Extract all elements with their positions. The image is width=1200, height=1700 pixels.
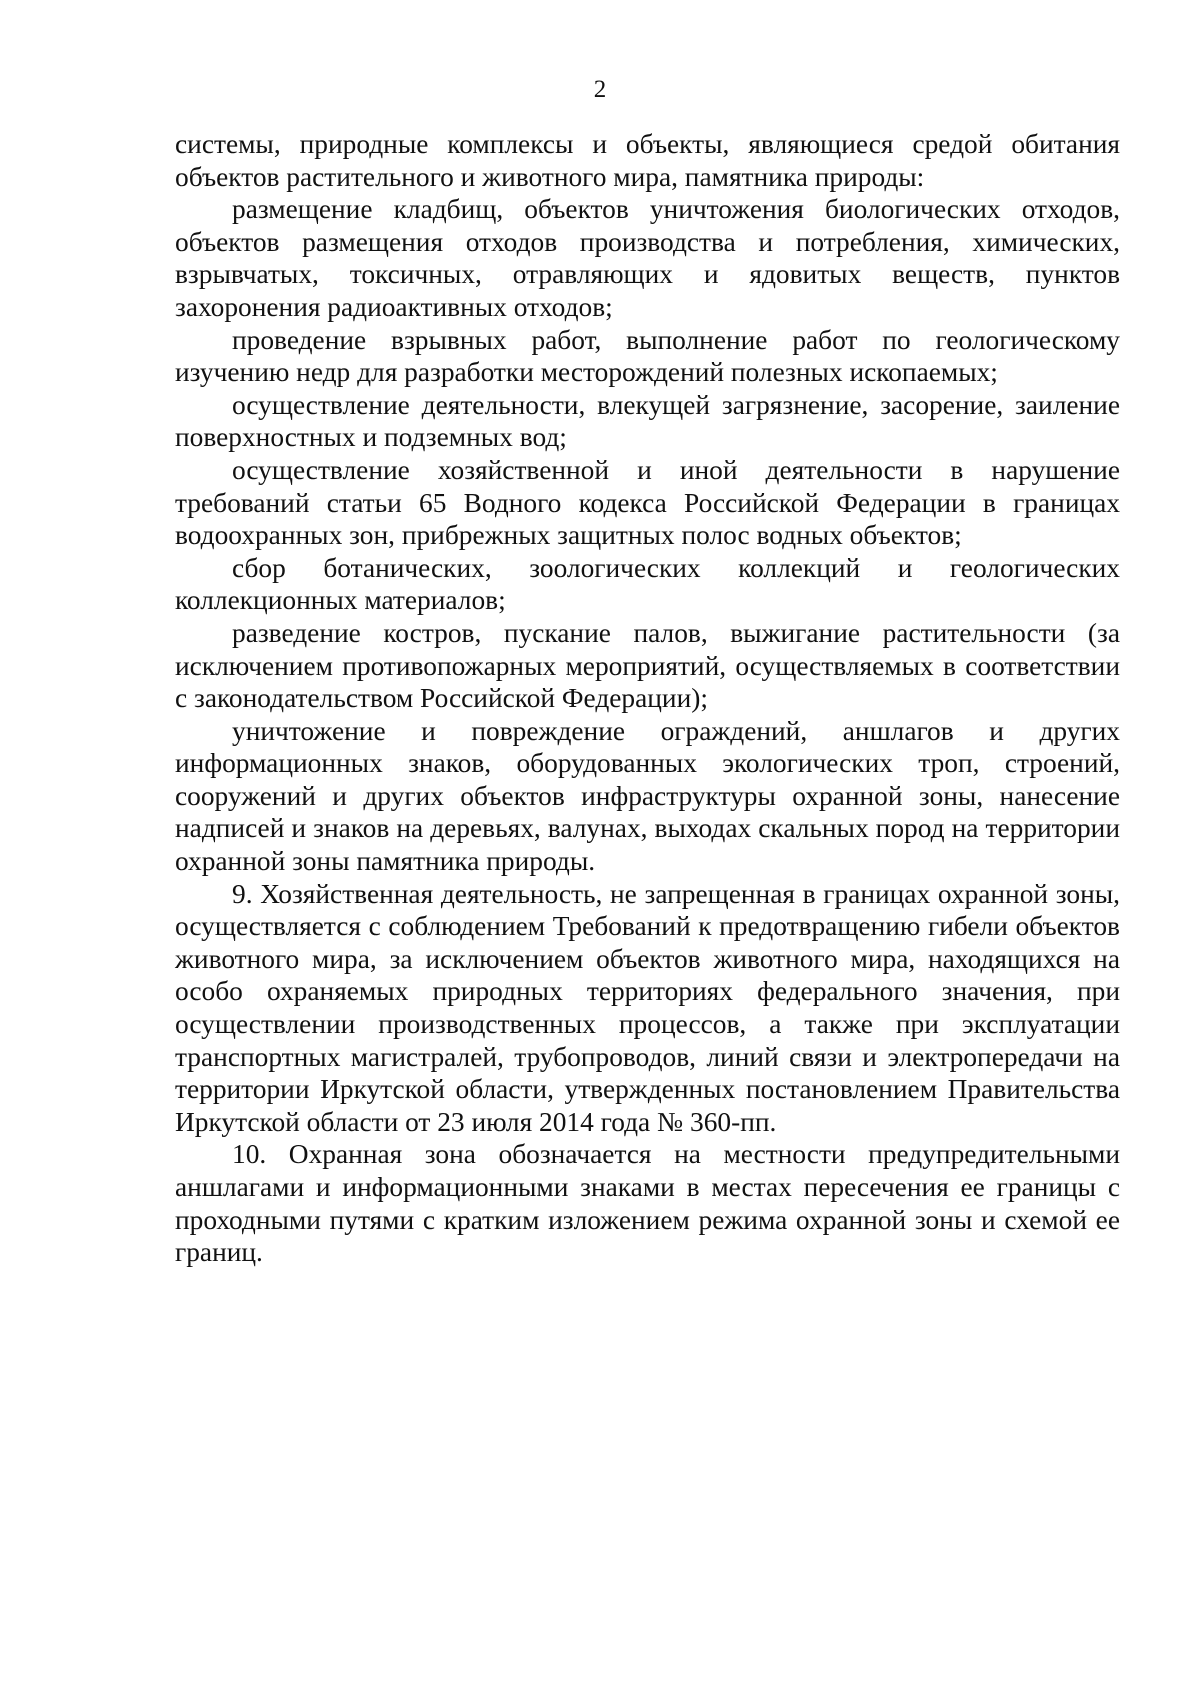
paragraph-water-protection-zones: осуществление хозяйственной и иной деятельности в нарушение требований статьи 65 Водного кодекса Российской Федерации в границах водоохранных зон, прибрежных защитных полос водных объектов;: [175, 454, 1120, 551]
paragraph-item-10: 10. Охранная зона обозначается на местности предупредительными аншлагами и информационными знаками в местах пересечения ее границы с проходными путями с кратким изложением режима охранной зоны и схемой ее границ.: [175, 1139, 1120, 1268]
document-body: [175, 128, 1120, 1269]
paragraph-blasting-geology: проведение взрывных работ, выполнение работ по геологическому изучению недр для разработки месторождений полезных ископаемых;: [175, 324, 1120, 388]
paragraph-continuation: системы, природные комплексы и объекты, являющиеся средой обитания объектов растительного и животного мира, памятника природы:: [175, 129, 1120, 192]
paragraph-collections: сбор ботанических, зоологических коллекций и геологических коллекционных материалов;: [175, 552, 1120, 616]
paragraph-fires: разведение костров, пускание палов, выжигание растительности (за исключением противопожарных мероприятий, осуществляемых в соответствии с законодательством Российской Федерации);: [175, 617, 1120, 714]
paragraph-damage-signs: уничтожение и повреждение ограждений, аншлагов и других информационных знаков, оборудованных экологических троп, строений, сооружений и других объектов инфраструктуры охранной зоны, нанесение надписей и знаков на деревьях, валунах, выходах скальных пород на территории охранной зоны памятника природы.: [175, 715, 1120, 877]
paragraph-cemeteries-waste: размещение кладбищ, объектов уничтожения биологических отходов, объектов размещения отходов производства и потребления, химических, взрывчатых, токсичных, отравляющих и ядовитых веществ, пунктов захоронения радиоактивных отходов;: [175, 194, 1120, 322]
paragraph-item-9: 9. Хозяйственная деятельность, не запрещенная в границах охранной зоны, осуществляется с соблюдением Требований к предотвращению гибели объектов животного мира, за исключением объектов животного мира, находящихся на особо охраняемых природных территориях федерального значения, при осуществлении производственных процессов, а также при эксплуатации транспортных магистралей, трубопроводов, линий связи и электропередачи на территории Иркутской области, утвержденных постановлением Правительства Иркутской области от 23 июля 2014 года № 360-пп.: [175, 878, 1120, 1137]
paragraph-water-pollution: осуществление деятельности, влекущей загрязнение, засорение, заиление поверхностных и подземных вод;: [175, 389, 1120, 453]
page-number: 2: [593, 76, 607, 103]
